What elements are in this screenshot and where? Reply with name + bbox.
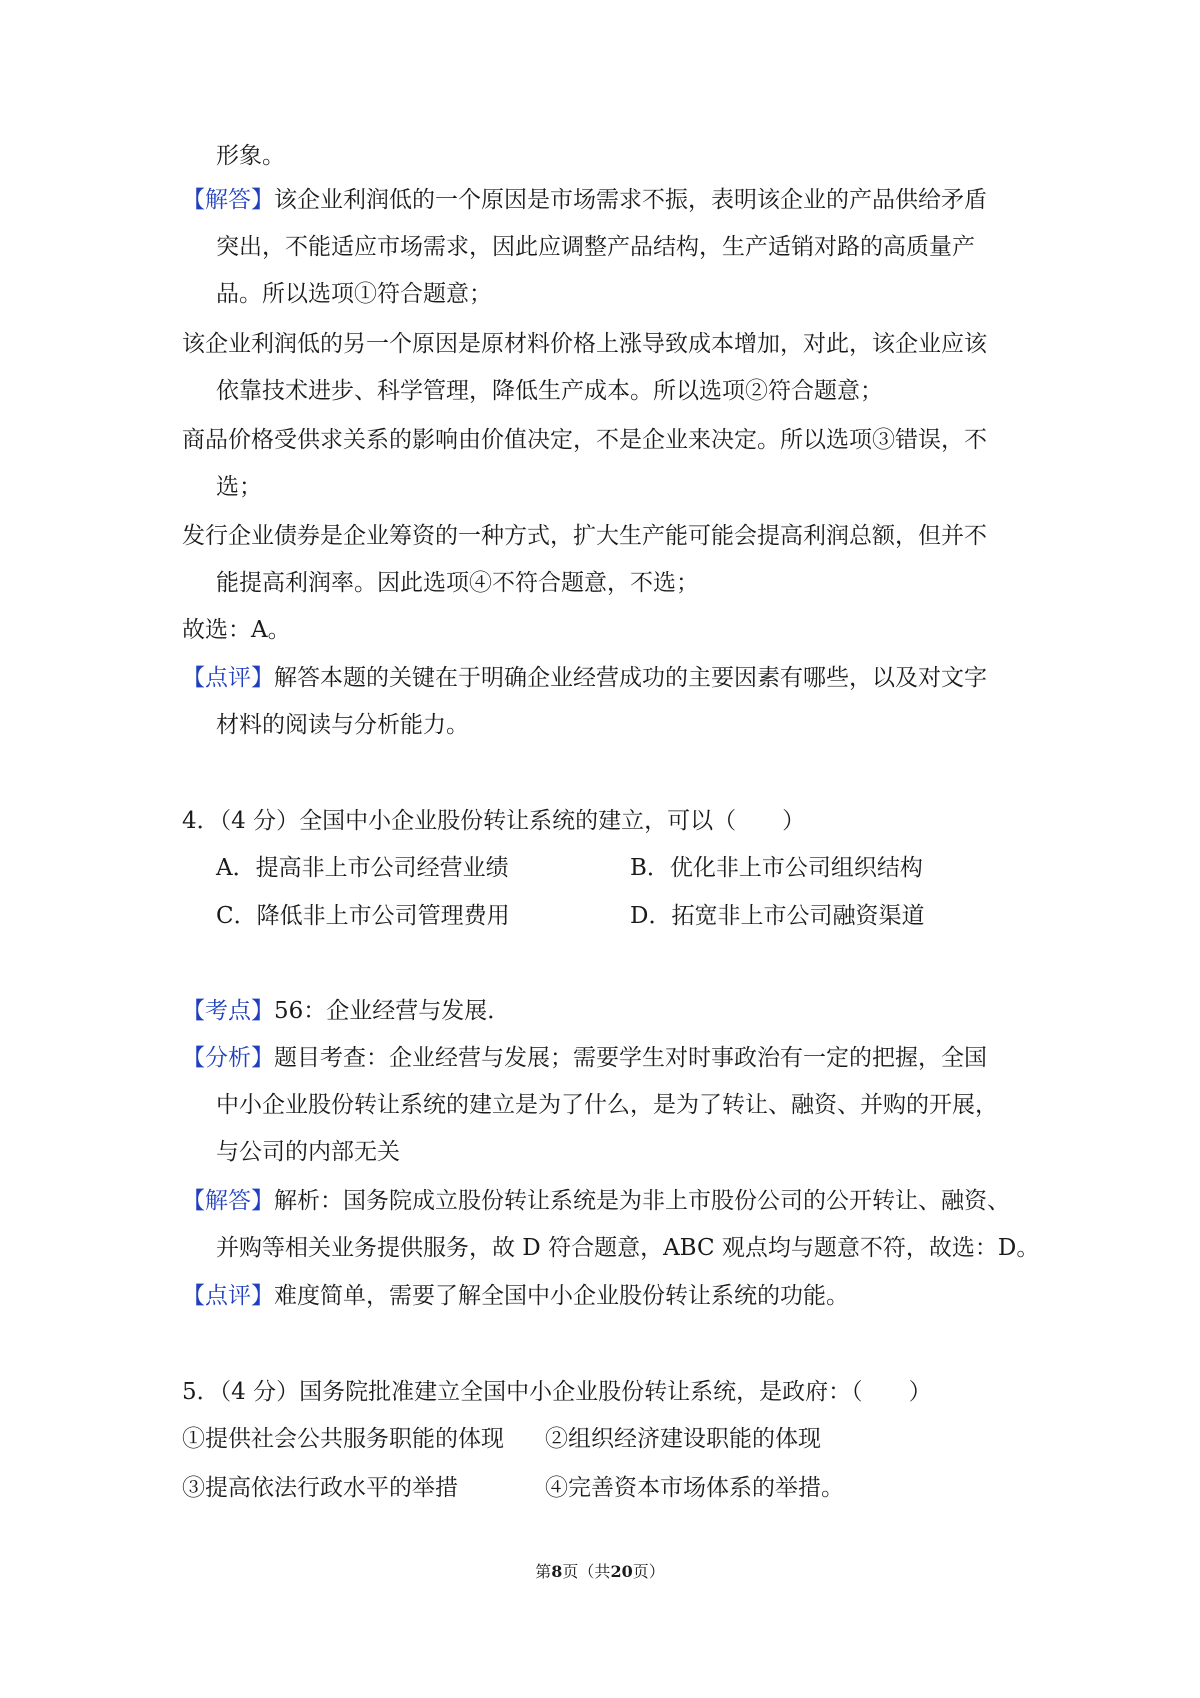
- fenxi-tag: 【分析】: [182, 1045, 274, 1071]
- q4-dianping: 【点评】难度简单，需要了解全国中小企业股份转让系统的功能。: [182, 1283, 849, 1309]
- comment-tag: 【点评】: [182, 665, 274, 691]
- q5-stem: 5．（4 分）国务院批准建立全国中小企业股份转让系统，是政府：（ ）: [182, 1379, 932, 1405]
- q5-option-2: ②组织经济建设职能的体现: [545, 1426, 821, 1452]
- kaodian-tag: 【考点】: [182, 998, 274, 1024]
- q3-comment-line: 材料的阅读与分析能力。: [216, 712, 469, 738]
- comment-tag: 【点评】: [182, 1283, 274, 1309]
- previous-answer-tail: 形象。: [216, 143, 285, 169]
- q3-answer-line: 选；: [216, 474, 262, 500]
- q4-jieda-line: 并购等相关业务提供服务，故 D 符合题意，ABC 观点均与题意不符，故选：D。: [216, 1235, 1040, 1261]
- q3-final-choice: 故选：A。: [182, 617, 291, 643]
- current-page-number: 8: [551, 1562, 563, 1581]
- q4-fenxi-line: 中小企业股份转让系统的建立是为了什么，是为了转让、融资、并购的开展，: [216, 1092, 998, 1118]
- q3-answer-line: 商品价格受供求关系的影响由价值决定，不是企业来决定。所以选项③错误，不: [182, 427, 987, 453]
- q4-option-d: D．拓宽非上市公司融资渠道: [630, 903, 925, 929]
- q3-answer-line: 突出，不能适应市场需求，因此应调整产品结构，生产适销对路的高质量产: [216, 234, 975, 260]
- q5-option-4: ④完善资本市场体系的举措。: [545, 1475, 844, 1501]
- q4-stem: 4．（4 分）全国中小企业股份转让系统的建立，可以（ ）: [182, 808, 806, 834]
- q4-jieda-line: 【解答】解析：国务院成立股份转让系统是为非上市股份公司的公开转让、融资、: [182, 1188, 1010, 1214]
- q3-answer-line: 依靠技术进步、科学管理，降低生产成本。所以选项②符合题意；: [216, 378, 883, 404]
- q3-comment-line: 【点评】解答本题的关键在于明确企业经营成功的主要因素有哪些，以及对文字: [182, 665, 987, 691]
- total-page-number: 20: [610, 1562, 633, 1581]
- answer-tag: 【解答】: [182, 1188, 274, 1214]
- q3-answer-line: 该企业利润低的另一个原因是原材料价格上涨导致成本增加，对此，该企业应该: [182, 331, 987, 357]
- q4-option-a: A．提高非上市公司经营业绩: [216, 855, 509, 881]
- q5-option-3: ③提高依法行政水平的举措: [182, 1475, 458, 1501]
- answer-tag: 【解答】: [182, 187, 274, 213]
- q4-option-c: C．降低非上市公司管理费用: [216, 903, 510, 929]
- q3-answer-line: 品。所以选项①符合题意；: [216, 281, 492, 307]
- q4-fenxi-line: 与公司的内部无关: [216, 1139, 400, 1165]
- q3-answer-line: 发行企业债券是企业筹资的一种方式，扩大生产能可能会提高利润总额，但并不: [182, 523, 987, 549]
- q4-kaodian: 【考点】56：企业经营与发展．: [182, 998, 511, 1024]
- q3-answer-line: 能提高利润率。因此选项④不符合题意，不选；: [216, 570, 699, 596]
- q4-fenxi-line: 【分析】题目考查：企业经营与发展；需要学生对时事政治有一定的把握，全国: [182, 1045, 987, 1071]
- q4-option-b: B．优化非上市公司组织结构: [630, 855, 923, 881]
- q5-option-1: ①提供社会公共服务职能的体现: [182, 1426, 504, 1452]
- q3-answer-line: 【解答】该企业利润低的一个原因是市场需求不振，表明该企业的产品供给矛盾: [182, 187, 987, 213]
- page-footer: 第8页（共20页）: [535, 1562, 665, 1581]
